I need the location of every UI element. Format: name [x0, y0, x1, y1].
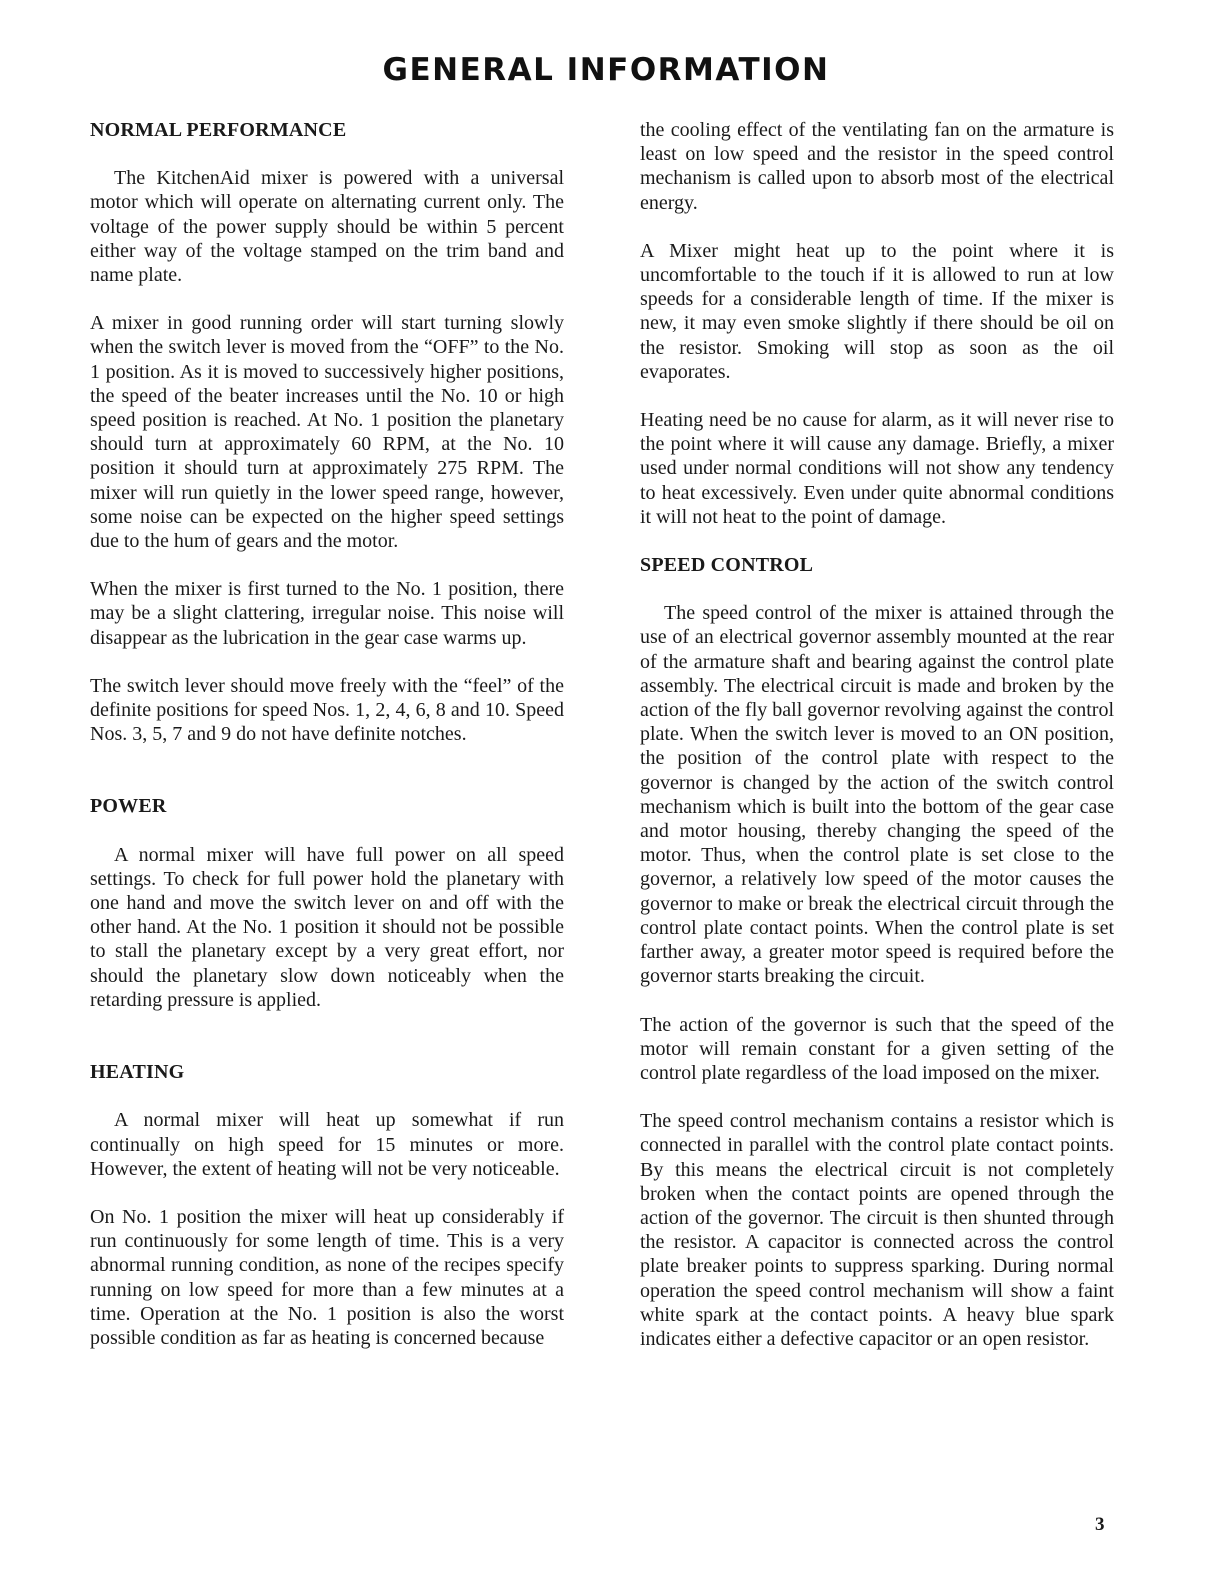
paragraph: Heating need be no cause for alarm, as it will never rise to the point where it will cause any damage. Briefly, a mixer used under normal conditions will not show any tendency to heat excessively. Even under quite abnormal conditions it will not heat to the point of damage.: [640, 409, 1114, 528]
right-column: [640, 118, 1114, 1375]
section-heading-heating: HEATING: [90, 1061, 185, 1084]
section-heading-power: POWER: [90, 795, 167, 818]
paragraph: the cooling effect of the ventilating fan on the armature is least on low speed and the resistor in the speed control mechanism is called upon to absorb most of the electrical energy.: [640, 119, 1114, 214]
section-heading-normal-performance: NORMAL PERFORMANCE: [90, 119, 347, 141]
paragraph: The speed control of the mixer is attained through the use of an electrical governor assembly mounted at the rear of the armature shaft and bearing against the control plate assembly. The electrical circuit is made and broken by the action of the fly ball governor revolving against the control plate. When the switch lever is moved to an ON position, the position of the control plate with respect to the governor is changed by the action of the switch control mechanism which is built into the bottom of the gear case and motor housing, thereby changing the speed of the motor. Thus, when the control plate is set close to the governor, a relatively low speed of the motor causes the governor to make or break the electrical circuit through the control plate contact points. When the control plate is set farther away, a greater motor speed is required before the governor starts breaking the circuit.: [640, 602, 1114, 988]
paragraph: A normal mixer will heat up somewhat if run continually on high speed for 15 minutes or more. However, the extent of heating will not be very noticeable.: [90, 1109, 564, 1180]
paragraph: A Mixer might heat up to the point where it is uncomfortable to the touch if it is allowed to run at low speeds for a considerable length of time. If the mixer is new, it may even smoke slightly if there should be oil on the resistor. Smoking will stop as soon as the oil evaporates.: [640, 239, 1114, 383]
paragraph: A normal mixer will have full power on all speed settings. To check for full power hold the planetary with one hand and move the switch lever on and off with the other hand. At the No. 1 position it should not be possible to stall the planetary except by a very great effort, nor should the planetary slow down noticeably when the retarding pressure is applied.: [90, 843, 564, 1011]
paragraph: On No. 1 position the mixer will heat up considerably if run continuously for some length of time. This is a very abnormal running condition, as none of the recipes specify running on low speed for more than a few minutes at a time. Operation at the No. 1 position is also the worst possible condition as far as heating is concerned because: [90, 1205, 564, 1349]
section-heating-continued: [640, 118, 1114, 529]
section-power: [90, 794, 564, 1012]
section-normal-performance: [90, 118, 564, 746]
page-number: 3: [1095, 1514, 1105, 1535]
paragraph: The speed control mechanism contains a resistor which is connected in parallel with the control plate contact points. By this means the electrical circuit is not completely broken when the contact points are opened through the action of the governor. The circuit is then shunted through the resistor. A capacitor is connected across the control plate breaker points to suppress sparking. During normal operation the speed control mechanism will show a faint white spark at the contact points. A heavy blue spark indicates either a defective capacitor or an open resistor.: [640, 1110, 1114, 1350]
paragraph: A mixer in good running order will start turning slowly when the switch lever is moved from the “OFF” to the No. 1 position. As it is moved to successively higher positions, the speed of the beater increases until the No. 10 or high speed position is reached. At No. 1 position the planetary should turn at approximately 60 RPM, at the No. 10 position it should turn at approximately 275 RPM. The mixer will run quietly in the lower speed range, however, some noise can be expected on the higher speed settings due to the hum of gears and the motor.: [90, 312, 564, 553]
paragraph: The action of the governor is such that the speed of the motor will remain constant for a given setting of the control plate regardless of the load imposed on the mixer.: [640, 1013, 1114, 1084]
section-speed-control: [640, 553, 1114, 1351]
paragraph: The KitchenAid mixer is powered with a universal motor which will operate on alternating current only. The voltage of the power supply should be within 5 percent either way of the voltage stamped on the trim band and name plate.: [90, 167, 564, 287]
section-heating: [90, 1060, 564, 1350]
section-heading-speed-control: SPEED CONTROL: [640, 554, 814, 577]
paragraph: When the mixer is first turned to the No. 1 position, there may be a slight clattering, irregular noise. This noise will disappear as the lubrication in the gear case warms up.: [90, 578, 564, 649]
page-title: GENERAL INFORMATION: [382, 52, 830, 88]
left-column: [90, 118, 564, 1374]
paragraph: The switch lever should move freely with the “feel” of the definite positions for speed Nos. 1, 2, 4, 6, 8 and 10. Speed Nos. 3, 5, 7 and 9 do not have definite notches.: [90, 674, 564, 746]
